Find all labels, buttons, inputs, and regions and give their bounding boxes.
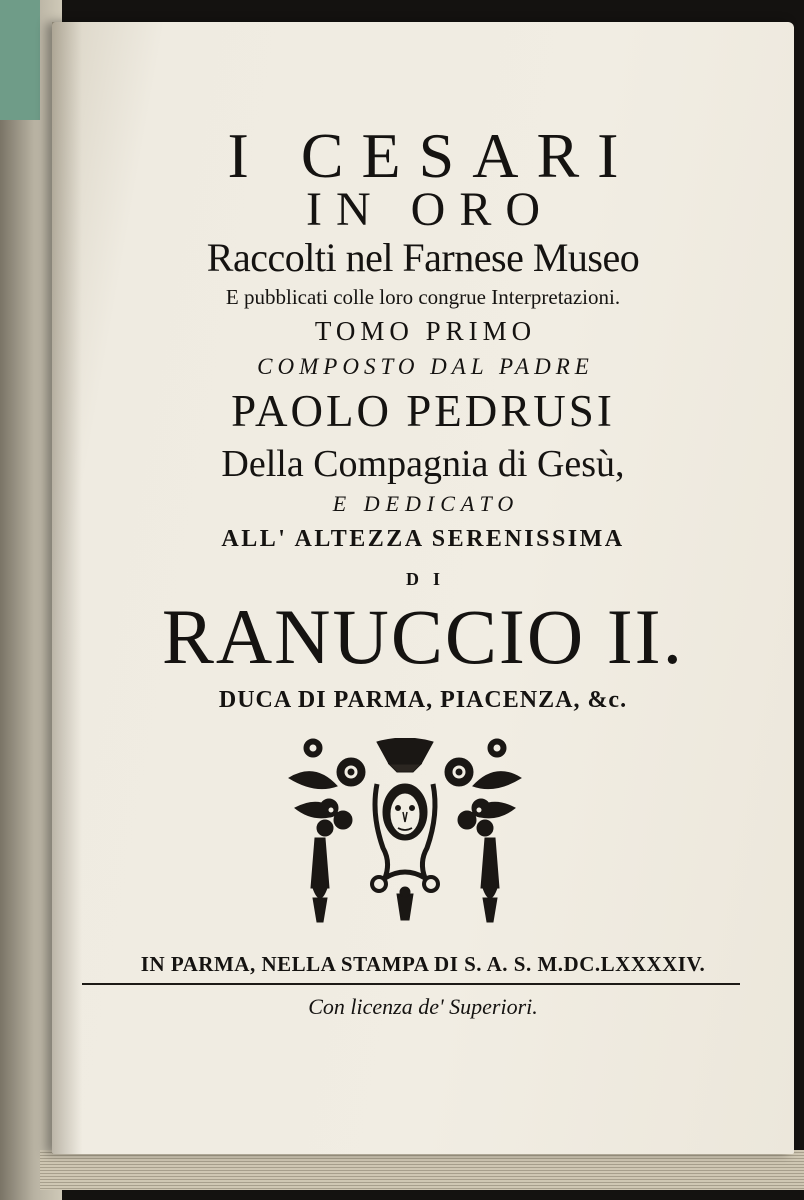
title-line-1: I CESARI <box>227 120 637 191</box>
imprint: IN PARMA, NELLA STAMPA DI S. A. S. M.DC.LXXXXIV. <box>140 952 706 976</box>
volume-label: TOMO PRIMO <box>314 316 537 346</box>
description: E pubblicati colle loro congrue Interpretazioni. <box>225 285 621 309</box>
author-order: Della Compagnia di Gesù, <box>221 443 625 485</box>
author-name: PAOLO PEDRUSI <box>231 386 615 436</box>
composed-by: COMPOSTO DAL PADRE <box>257 354 594 379</box>
license-note: Con licenza de' Superiori. <box>308 994 538 1019</box>
dedicatee-title: DUCA DI PARMA, PIACENZA, &c. <box>218 687 628 713</box>
title-line-2: IN ORO <box>306 183 554 236</box>
dedicatee-name: RANUCCIO II. <box>161 593 685 680</box>
dedication-to: ALL' ALTEZZA SERENISSIMA <box>221 526 625 552</box>
subtitle: Raccolti nel Farnese Museo <box>206 235 640 280</box>
dedicated-label: E DEDICATO <box>332 491 520 516</box>
floral-mask-ornament-icon <box>285 738 525 924</box>
book-cover-edge <box>0 0 40 120</box>
imprint-rule <box>82 983 740 985</box>
page-stack <box>40 1150 804 1190</box>
of-label: DI <box>405 569 454 589</box>
